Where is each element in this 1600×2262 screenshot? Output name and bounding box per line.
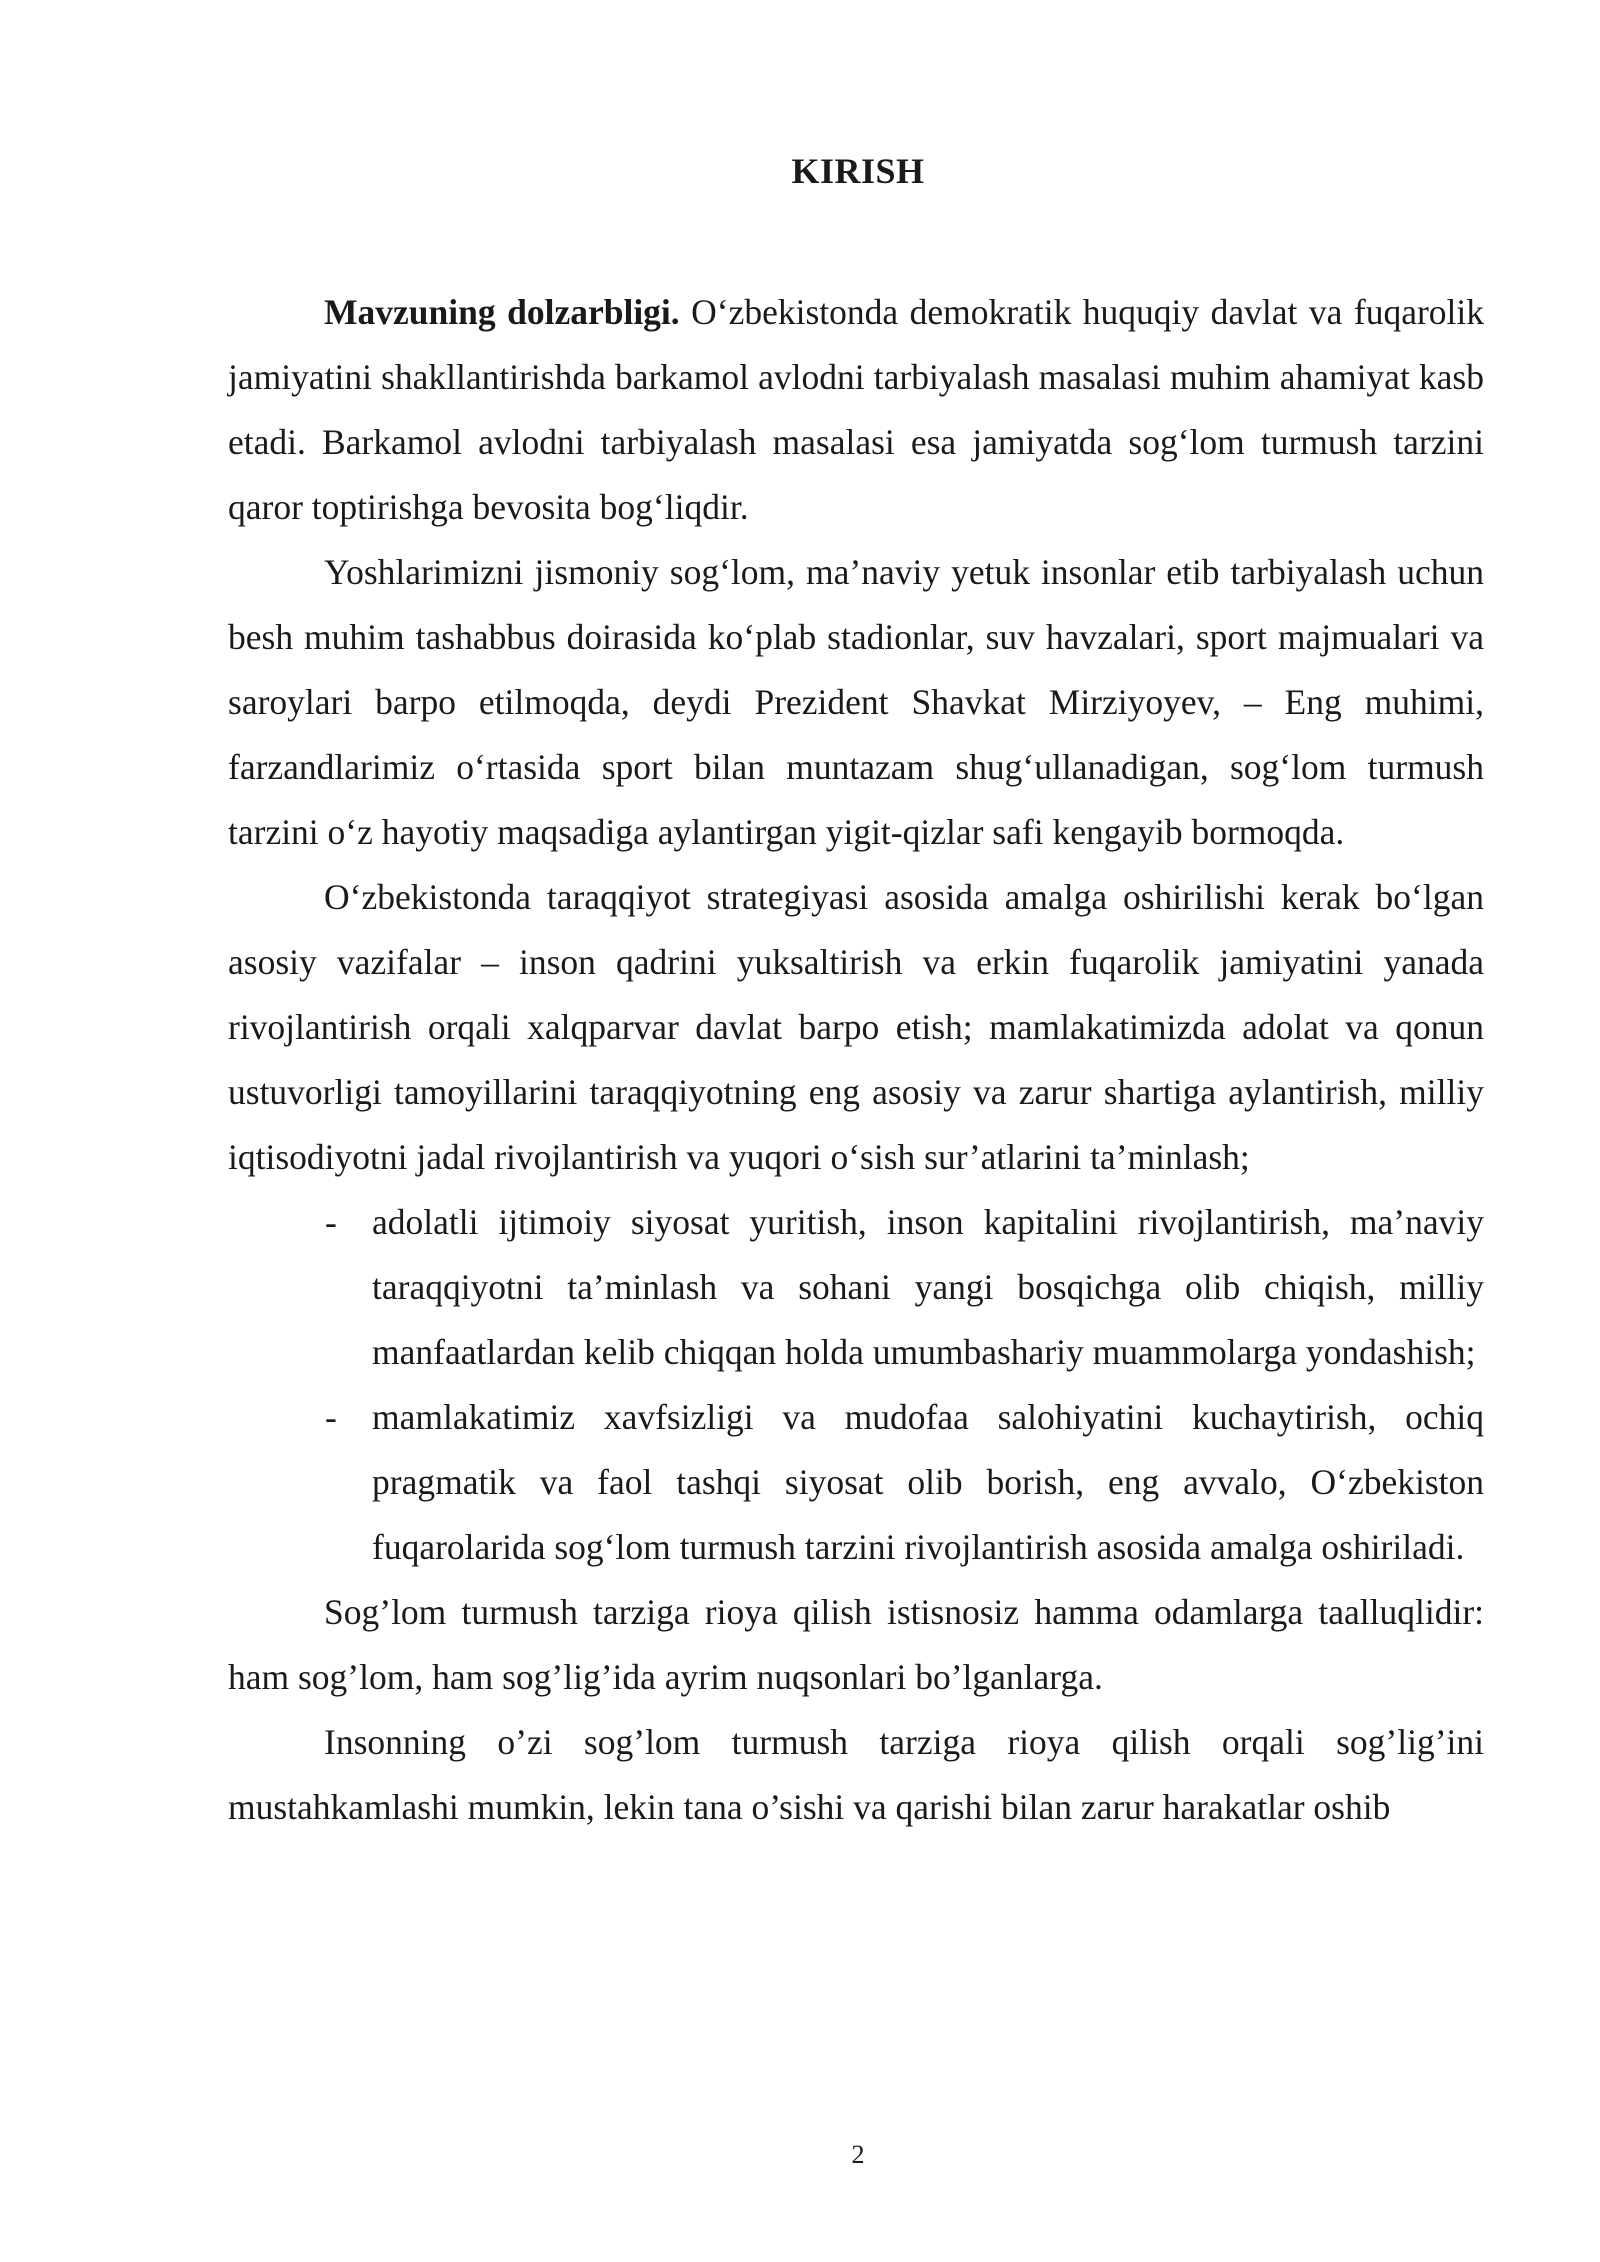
paragraph-lead: Mavzuning dolzarbligi.	[324, 292, 680, 332]
list-marker: -	[325, 1202, 337, 1242]
dash-list	[228, 1190, 1484, 1580]
list-marker: -	[325, 1397, 337, 1437]
paragraph-text: O‘zbekistonda demokratik huquqiy davlat va fuqarolik jamiyatini shakllantirishda barkamol avlodni tarbiyalash masalasi muhim ahamiyat kasb etadi. Barkamol avlodni tarbiyalash masalasi esa jamiyatda sog‘lom turmush tarzini qaror toptirishga bevosita bog‘liqdir.	[228, 292, 1484, 527]
paragraph-healthy-lifestyle: Sog’lom turmush tarziga rioya qilish istisnosiz hamma odamlarga taalluqlidir: ham sog’lom, ham sog’lig’ida ayrim nuqsonlari bo’lganlarga.	[228, 1592, 1484, 1697]
paragraph-strengthening-health: Insonning o’zi sog’lom turmush tarziga rioya qilish orqali sog’lig’ini mustahkamlashi mumkin, lekin tana o’sishi va qarishi bilan zarur harakatlar oshib	[228, 1722, 1484, 1827]
list-item	[228, 1385, 1484, 1580]
paragraph-youth: Yoshlarimizni jismoniy sog‘lom, ma’naviy yetuk insonlar etib tarbiyalash uchun besh muhim tashabbus doirasida ko‘plab stadionlar, suv havzalari, sport majmualari va saroylari barpo etilmoqda, deydi Prezident Shavkat Mirziyoyev, – Eng muhimi, farzandlarimiz o‘rtasida sport bilan muntazam shug‘ullanadigan, sog‘lom turmush tarzini o‘z hayotiy maqsadiga aylantirgan yigit-qizlar safi kengayib bormoqda.	[228, 552, 1484, 852]
page-number: 2	[851, 2140, 865, 2169]
list-item-text: mamlakatimiz xavfsizligi va mudofaa salohiyatini kuchaytirish, ochiq pragmatik va faol tashqi siyosat olib borish, eng avvalo, O‘zbekiston fuqarolarida sog‘lom turmush tarzini rivojlantirish asosida amalga oshiriladi.	[372, 1397, 1484, 1567]
paragraph-strategy: O‘zbekistonda taraqqiyot strategiyasi asosida amalga oshirilishi kerak bo‘lgan asosiy vazifalar – inson qadrini yuksaltirish va erkin fuqarolik jamiyatini yanada rivojlantirish orqali xalqparvar davlat barpo etish; mamlakatimizda adolat va qonun ustuvorligi tamoyillarini taraqqiyotning eng asosiy va zarur shartiga aylantirish, milliy iqtisodiyotni jadal rivojlantirish va yuqori o‘sish sur’atlarini ta’minlash;	[228, 877, 1484, 1177]
section-title: KIRISH	[791, 151, 925, 191]
paragraph-relevance	[228, 280, 1484, 540]
body-text	[228, 280, 1484, 1840]
list-item-text: adolatli ijtimoiy siyosat yuritish, inson kapitalini rivojlantirish, ma’naviy taraqqiyotni ta’minlash va sohani yangi bosqichga olib chiqish, milliy manfaatlardan kelib chiqqan holda umumbashariy muammolarga yondashish;	[372, 1202, 1484, 1372]
list-item	[228, 1190, 1484, 1385]
